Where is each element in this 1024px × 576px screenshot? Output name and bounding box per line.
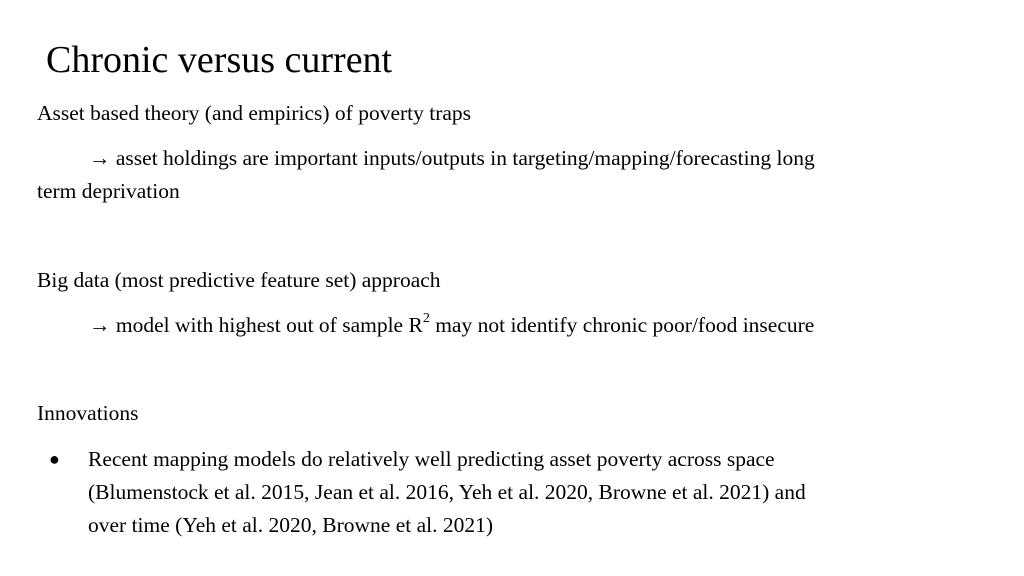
asset-theory-point-line-2: term deprivation <box>37 179 180 203</box>
r-squared-superscript: 2 <box>422 310 430 326</box>
section-asset-theory <box>37 97 977 130</box>
section-heading-big-data: Big data (most predictive feature set) approach <box>37 268 441 292</box>
section-innovations <box>37 397 977 430</box>
section-asset-theory-point <box>37 142 977 208</box>
big-data-point-text-b: may not identify chronic poor/food insecure <box>429 313 815 337</box>
section-big-data <box>37 264 977 297</box>
bullet-text-line-1: Recent mapping models do relatively well predicting asset poverty across space <box>88 447 775 471</box>
bullet-dot-icon: ● <box>49 449 60 469</box>
bullet-text <box>88 443 968 542</box>
section-heading-asset-theory: Asset based theory (and empirics) of poverty traps <box>37 101 472 125</box>
asset-theory-point-line-1: → asset holdings are important inputs/outputs in targeting/mapping/forecasting long <box>89 146 815 170</box>
section-heading-innovations: Innovations <box>37 401 139 425</box>
slide-title: Chronic versus current <box>46 39 393 81</box>
section-big-data-point <box>37 309 977 342</box>
bullet-text-line-2: (Blumenstock et al. 2015, Jean et al. 2016, Yeh et al. 2020, Browne et al. 2021) and <box>88 480 806 504</box>
big-data-point-text-a: → model with highest out of sample R <box>89 313 423 337</box>
bullet-text-line-3: over time (Yeh et al. 2020, Browne et al. 2021) <box>88 513 494 537</box>
big-data-point-line <box>37 309 977 342</box>
